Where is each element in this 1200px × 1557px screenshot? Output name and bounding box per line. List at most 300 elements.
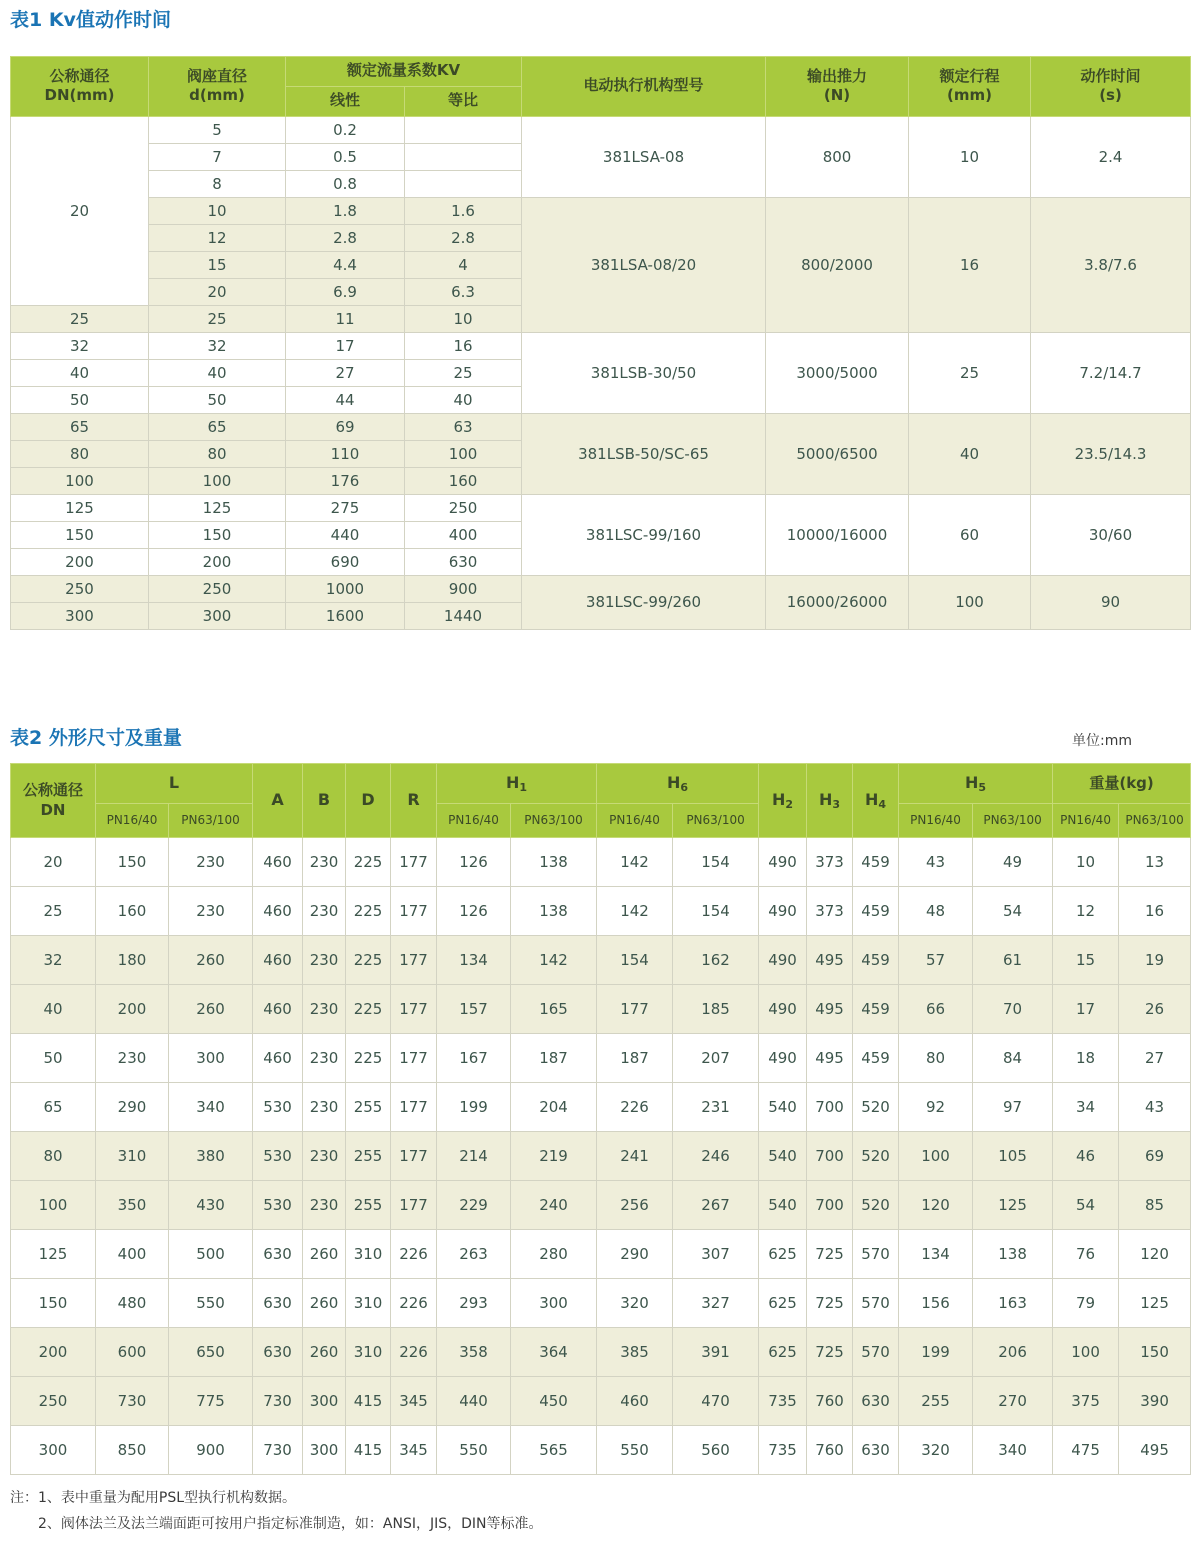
dn-cell: 50 [11,386,149,413]
dimension-cell: 204 [511,1083,597,1132]
subcol-H6-pn16-40: PN16/40 [597,804,673,838]
dimension-cell: 27 [1119,1034,1191,1083]
dimension-cell: 97 [973,1083,1053,1132]
seat-diameter-cell: 250 [149,575,286,602]
dimension-cell: 230 [303,1083,346,1132]
seat-diameter-cell: 300 [149,602,286,629]
dimensions-table-header [11,764,1191,838]
dn-cell: 125 [11,494,149,521]
dimension-cell: 850 [96,1426,169,1475]
dimension-cell: 226 [391,1328,437,1377]
dn-cell: 250 [11,575,149,602]
dimension-cell: 625 [759,1328,807,1377]
dimension-cell: 230 [303,1034,346,1083]
table2-title-bar [10,726,1190,751]
dimension-cell: 105 [973,1132,1053,1181]
col-header-action-time: 动作时间 (s) [1031,56,1191,116]
dimension-cell: 160 [96,887,169,936]
dimension-cell: 364 [511,1328,597,1377]
thrust-cell: 3000/5000 [766,332,909,413]
dimension-cell: 84 [973,1034,1053,1083]
kv-linear-cell: 11 [286,305,405,332]
actuator-model-cell: 381LSC-99/260 [522,575,766,629]
dimension-cell: 310 [346,1230,391,1279]
subcol-L-pn16-40: PN16/40 [96,804,169,838]
dimension-cell: 460 [253,1034,303,1083]
dimension-cell: 241 [597,1132,673,1181]
dimension-cell: 459 [853,887,899,936]
dimension-cell: 735 [759,1426,807,1475]
kv-linear-cell: 176 [286,467,405,494]
dimension-cell: 391 [673,1328,759,1377]
dimension-cell: 200 [96,985,169,1034]
dimension-cell: 142 [511,936,597,985]
dimension-cell: 230 [303,985,346,1034]
dimension-cell: 16 [1119,887,1191,936]
kv-linear-cell: 1.8 [286,197,405,224]
dimension-cell: 256 [597,1181,673,1230]
dimension-cell: 760 [807,1426,853,1475]
dimension-cell: 470 [673,1377,759,1426]
col-header-L: L [96,764,253,804]
dimension-cell: 54 [1053,1181,1119,1230]
dimension-cell: 700 [807,1181,853,1230]
dimension-cell: 327 [673,1279,759,1328]
col-header-thrust: 输出推力 (N) [766,56,909,116]
dimension-cell: 229 [437,1181,511,1230]
dn-cell: 100 [11,467,149,494]
dimension-cell: 57 [899,936,973,985]
action-time-cell: 3.8/7.6 [1031,197,1191,332]
dimension-cell: 260 [303,1328,346,1377]
dimension-cell: 226 [391,1279,437,1328]
seat-diameter-cell: 10 [149,197,286,224]
col-header-kv-equal-percentage: 等比 [405,86,522,116]
dimension-cell: 162 [673,936,759,985]
seat-diameter-cell: 80 [149,440,286,467]
subcol-H5-pn63-100: PN63/100 [973,804,1053,838]
dimension-cell: 230 [303,887,346,936]
dimension-cell: 226 [391,1230,437,1279]
dimension-cell: 92 [899,1083,973,1132]
dimension-cell: 290 [597,1230,673,1279]
col-header-kv: 额定流量系数KV [286,56,522,86]
dimension-cell: 460 [597,1377,673,1426]
kv-linear-cell: 0.2 [286,116,405,143]
kv-linear-cell: 4.4 [286,251,405,278]
dimension-cell: 320 [899,1426,973,1475]
kv-equal-cell: 4 [405,251,522,278]
table-row [11,413,1191,440]
dn-cell: 25 [11,305,149,332]
thrust-cell: 800 [766,116,909,197]
dimension-cell: 540 [759,1132,807,1181]
dimension-cell: 459 [853,936,899,985]
kv-linear-cell: 110 [286,440,405,467]
dimension-cell: 126 [437,887,511,936]
dimension-cell: 165 [511,985,597,1034]
kv-equal-cell: 40 [405,386,522,413]
seat-diameter-cell: 125 [149,494,286,521]
dimension-cell: 199 [899,1328,973,1377]
dimension-cell: 345 [391,1377,437,1426]
dimensions-table-body [11,838,1191,1475]
dimension-cell: 157 [437,985,511,1034]
dimension-cell: 490 [759,985,807,1034]
col-header-H6: $H_6$ [597,764,759,804]
dimension-cell: 390 [1119,1377,1191,1426]
actuator-model-cell: 381LSC-99/160 [522,494,766,575]
dimension-cell: 310 [346,1279,391,1328]
dimension-cell: 225 [346,936,391,985]
dimension-cell: 255 [346,1132,391,1181]
footnote-2: 2、阀体法兰及法兰端面距可按用户指定标准制造，如：ANSI，JIS，DIN等标准。 [38,1515,543,1532]
dimension-cell: 26 [1119,985,1191,1034]
table-row [11,887,1191,936]
dimension-cell: 290 [96,1083,169,1132]
col-header-weight: 重量(kg) [1053,764,1191,804]
dimension-cell: 214 [437,1132,511,1181]
subcol-L-pn63-100: PN63/100 [169,804,253,838]
dimension-cell: 225 [346,985,391,1034]
seat-diameter-cell: 20 [149,278,286,305]
dimension-cell: 730 [253,1426,303,1475]
dimension-cell: 560 [673,1426,759,1475]
stroke-cell: 100 [909,575,1031,629]
dimension-cell: 61 [973,936,1053,985]
dn-cell: 100 [11,1181,96,1230]
dimension-cell: 267 [673,1181,759,1230]
seat-diameter-cell: 50 [149,386,286,413]
col-header-H3: $H_3$ [807,764,853,838]
col-header-stroke: 额定行程 (mm) [909,56,1031,116]
thrust-cell: 16000/26000 [766,575,909,629]
dn-cell: 250 [11,1377,96,1426]
col-header-H4: $H_4$ [853,764,899,838]
dimension-cell: 120 [899,1181,973,1230]
kv-linear-cell: 69 [286,413,405,440]
dn-cell: 80 [11,440,149,467]
dimension-cell: 380 [169,1132,253,1181]
col-header-H5: $H_5$ [899,764,1053,804]
kv-action-time-table [10,56,1191,630]
dimension-cell: 177 [391,1181,437,1230]
col-header-R: R [391,764,437,838]
dimension-cell: 219 [511,1132,597,1181]
dimension-cell: 230 [169,887,253,936]
dimension-cell: 730 [96,1377,169,1426]
subcol-weight-pn63-100: PN63/100 [1119,804,1191,838]
seat-diameter-cell: 8 [149,170,286,197]
dn-cell: 300 [11,1426,96,1475]
dimension-cell: 246 [673,1132,759,1181]
dn-cell: 40 [11,359,149,386]
dimension-cell: 17 [1053,985,1119,1034]
dimension-cell: 230 [303,1181,346,1230]
dimension-cell: 12 [1053,887,1119,936]
dimension-cell: 735 [759,1377,807,1426]
dimension-cell: 358 [437,1328,511,1377]
dimension-cell: 48 [899,887,973,936]
dimension-cell: 177 [391,1034,437,1083]
dimension-cell: 154 [673,838,759,887]
actuator-model-cell: 381LSA-08/20 [522,197,766,332]
dimension-cell: 43 [899,838,973,887]
dimension-cell: 80 [899,1034,973,1083]
dimension-cell: 225 [346,838,391,887]
dimension-cell: 350 [96,1181,169,1230]
subcol-weight-pn16-40: PN16/40 [1053,804,1119,838]
table-row [11,985,1191,1034]
kv-equal-cell: 1.6 [405,197,522,224]
dimension-cell: 300 [303,1377,346,1426]
dimension-cell: 730 [253,1377,303,1426]
dimension-cell: 373 [807,838,853,887]
dimension-cell: 225 [346,1034,391,1083]
dn-cell: 32 [11,332,149,359]
action-time-cell: 30/60 [1031,494,1191,575]
dimension-cell: 900 [169,1426,253,1475]
dimension-cell: 570 [853,1230,899,1279]
dimension-cell: 300 [511,1279,597,1328]
dimension-cell: 340 [973,1426,1053,1475]
col-header-kv-linear: 线性 [286,86,405,116]
dimension-cell: 207 [673,1034,759,1083]
dimension-cell: 138 [973,1230,1053,1279]
dimension-cell: 260 [169,985,253,1034]
thrust-cell: 10000/16000 [766,494,909,575]
dimension-cell: 163 [973,1279,1053,1328]
dimension-cell: 550 [169,1279,253,1328]
dimension-cell: 625 [759,1279,807,1328]
dimension-cell: 177 [391,887,437,936]
dimension-cell: 177 [391,985,437,1034]
col-header-B: B [303,764,346,838]
dimension-cell: 230 [96,1034,169,1083]
dimension-cell: 185 [673,985,759,1034]
dimension-cell: 650 [169,1328,253,1377]
dimension-cell: 550 [437,1426,511,1475]
dimension-cell: 373 [807,887,853,936]
dimension-cell: 134 [899,1230,973,1279]
dimension-cell: 625 [759,1230,807,1279]
kv-table-header [11,56,1191,116]
dimension-cell: 600 [96,1328,169,1377]
dimension-cell: 177 [391,1132,437,1181]
dimension-cell: 565 [511,1426,597,1475]
dn-cell: 20 [11,838,96,887]
kv-equal-cell [405,116,522,143]
dimension-cell: 187 [511,1034,597,1083]
kv-table-body [11,116,1191,629]
dimension-cell: 310 [96,1132,169,1181]
action-time-cell: 2.4 [1031,116,1191,197]
dimension-cell: 300 [169,1034,253,1083]
dimension-cell: 540 [759,1181,807,1230]
dn-cell: 32 [11,936,96,985]
dimension-cell: 138 [511,838,597,887]
dimension-cell: 725 [807,1328,853,1377]
dimension-cell: 430 [169,1181,253,1230]
col-header-H1: $H_1$ [437,764,597,804]
dimension-cell: 280 [511,1230,597,1279]
dimension-cell: 630 [253,1279,303,1328]
dn-cell: 300 [11,602,149,629]
dimension-cell: 490 [759,936,807,985]
seat-diameter-cell: 32 [149,332,286,359]
table-row [11,197,1191,224]
col-header-actuator-model: 电动执行机构型号 [522,56,766,116]
dimension-cell: 495 [1119,1426,1191,1475]
dimension-cell: 240 [511,1181,597,1230]
action-time-cell: 90 [1031,575,1191,629]
dimension-cell: 760 [807,1377,853,1426]
dimension-cell: 260 [169,936,253,985]
dimension-cell: 520 [853,1132,899,1181]
kv-equal-cell: 63 [405,413,522,440]
seat-diameter-cell: 200 [149,548,286,575]
dimension-cell: 100 [1053,1328,1119,1377]
dimension-cell: 460 [253,936,303,985]
action-time-cell: 7.2/14.7 [1031,332,1191,413]
dimension-cell: 76 [1053,1230,1119,1279]
dimension-cell: 19 [1119,936,1191,985]
stroke-cell: 16 [909,197,1031,332]
dimension-cell: 530 [253,1083,303,1132]
dimension-cell: 177 [391,1083,437,1132]
stroke-cell: 10 [909,116,1031,197]
dimension-cell: 255 [899,1377,973,1426]
dimension-cell: 154 [673,887,759,936]
seat-diameter-cell: 15 [149,251,286,278]
col-header-dn: 公称通径 DN [11,764,96,838]
seat-diameter-cell: 100 [149,467,286,494]
dn-cell: 80 [11,1132,96,1181]
dimension-cell: 480 [96,1279,169,1328]
dimension-cell: 138 [511,887,597,936]
dimension-cell: 199 [437,1083,511,1132]
kv-equal-cell: 25 [405,359,522,386]
dimension-cell: 126 [437,838,511,887]
table-row [11,1132,1191,1181]
dn-cell: 200 [11,548,149,575]
dimension-cell: 15 [1053,936,1119,985]
dimension-cell: 69 [1119,1132,1191,1181]
table-row [11,116,1191,143]
kv-equal-cell: 900 [405,575,522,602]
dimension-cell: 385 [597,1328,673,1377]
kv-equal-cell: 400 [405,521,522,548]
dimension-cell: 460 [253,838,303,887]
dimension-cell: 177 [597,985,673,1034]
kv-linear-cell: 1600 [286,602,405,629]
dimension-cell: 630 [253,1230,303,1279]
seat-diameter-cell: 7 [149,143,286,170]
dimension-cell: 134 [437,936,511,985]
table-row [11,936,1191,985]
dimension-cell: 66 [899,985,973,1034]
dimension-cell: 520 [853,1181,899,1230]
actuator-model-cell: 381LSA-08 [522,116,766,197]
dimension-cell: 530 [253,1181,303,1230]
dn-cell: 200 [11,1328,96,1377]
table-row [11,1181,1191,1230]
dn-cell: 150 [11,521,149,548]
dimension-cell: 570 [853,1328,899,1377]
dimension-cell: 13 [1119,838,1191,887]
kv-linear-cell: 0.8 [286,170,405,197]
dimension-cell: 450 [511,1377,597,1426]
dimension-cell: 187 [597,1034,673,1083]
dimension-cell: 775 [169,1377,253,1426]
table-row [11,1426,1191,1475]
table-row [11,575,1191,602]
dimension-cell: 230 [303,838,346,887]
seat-diameter-cell: 150 [149,521,286,548]
kv-equal-cell: 100 [405,440,522,467]
actuator-model-cell: 381LSB-30/50 [522,332,766,413]
dimension-cell: 460 [253,985,303,1034]
table-row [11,1083,1191,1132]
dimension-cell: 700 [807,1132,853,1181]
unit-label: 单位:mm [1072,733,1132,750]
dimension-cell: 120 [1119,1230,1191,1279]
dimension-cell: 150 [96,838,169,887]
seat-diameter-cell: 40 [149,359,286,386]
kv-equal-cell: 250 [405,494,522,521]
dn-cell: 20 [11,116,149,305]
kv-linear-cell: 1000 [286,575,405,602]
col-header-D: D [346,764,391,838]
dimension-cell: 125 [1119,1279,1191,1328]
dimension-cell: 154 [597,936,673,985]
dimension-cell: 255 [346,1181,391,1230]
dimension-cell: 177 [391,838,437,887]
table2-title: 表2 外形尺寸及重量 [10,726,182,749]
kv-equal-cell: 2.8 [405,224,522,251]
dn-cell: 65 [11,413,149,440]
dimension-cell: 263 [437,1230,511,1279]
dimension-cell: 630 [853,1426,899,1475]
kv-linear-cell: 0.5 [286,143,405,170]
kv-equal-cell: 10 [405,305,522,332]
dimension-cell: 231 [673,1083,759,1132]
footnotes [10,1486,1190,1536]
dimension-cell: 46 [1053,1132,1119,1181]
subcol-H5-pn16-40: PN16/40 [899,804,973,838]
dn-cell: 50 [11,1034,96,1083]
dimension-cell: 375 [1053,1377,1119,1426]
dimension-cell: 415 [346,1426,391,1475]
dimension-cell: 345 [391,1426,437,1475]
dimension-cell: 725 [807,1279,853,1328]
dimension-cell: 500 [169,1230,253,1279]
col-header-H2: $H_2$ [759,764,807,838]
dn-cell: 125 [11,1230,96,1279]
dimension-cell: 475 [1053,1426,1119,1475]
dimension-cell: 49 [973,838,1053,887]
dimension-cell: 255 [346,1083,391,1132]
dimension-cell: 459 [853,985,899,1034]
dimension-cell: 440 [437,1377,511,1426]
kv-equal-cell: 630 [405,548,522,575]
table-row [11,1279,1191,1328]
seat-diameter-cell: 12 [149,224,286,251]
dimension-cell: 230 [303,1132,346,1181]
dimension-cell: 142 [597,887,673,936]
table-row [11,838,1191,887]
dimension-cell: 540 [759,1083,807,1132]
